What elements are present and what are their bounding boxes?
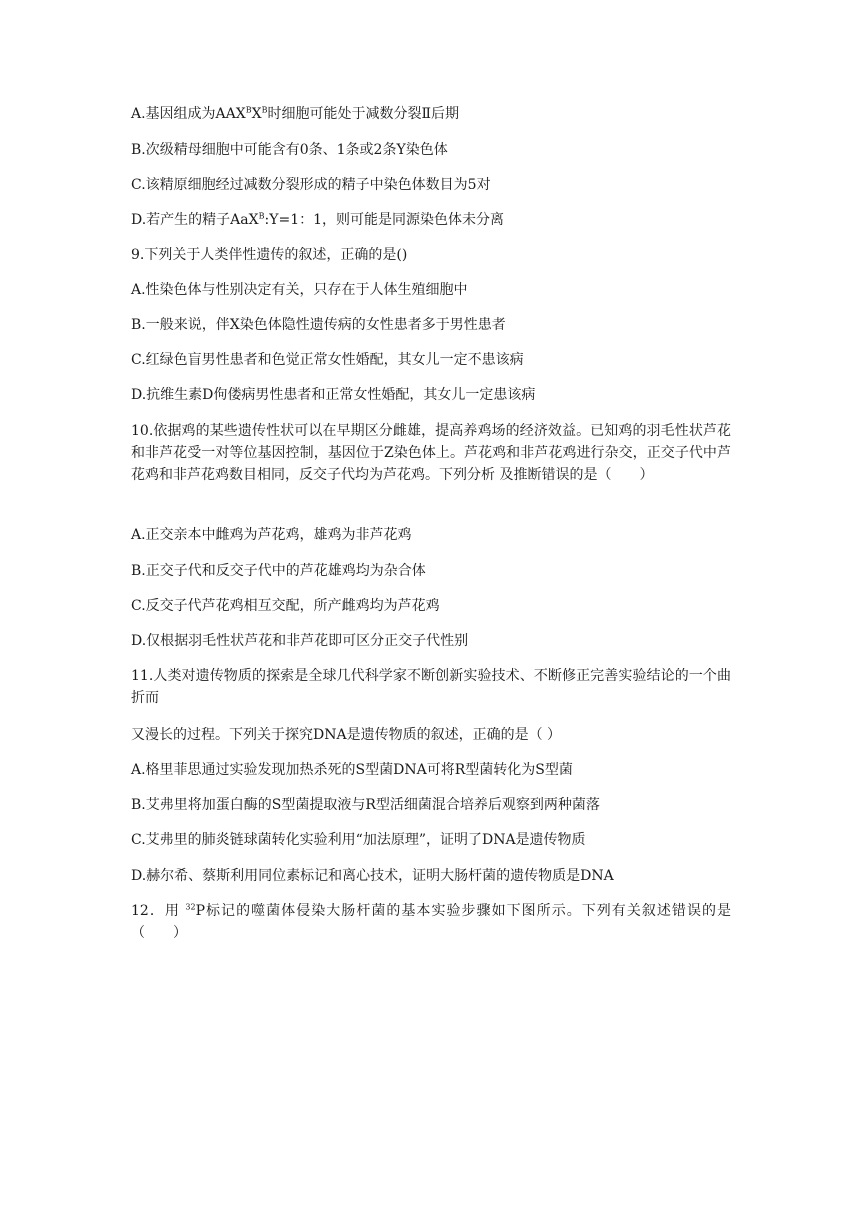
q10-option-d: D.仅根据羽毛性状芦花和非芦花即可区分正交子代性别	[131, 633, 469, 649]
q11-option-a: A.格里菲思通过实验发现加热杀死的S型菌DNA可将R型菌转化为S型菌	[131, 762, 573, 778]
q11-option-c: C.艾弗里的肺炎链球菌转化实验利用“加法原理”，证明了DNA是遗传物质	[131, 832, 586, 848]
q8-option-c: C.该精原细胞经过减数分裂形成的精子中染色体数目为5对	[131, 177, 491, 193]
q9-option-d: D.抗维生素D佝偻病男性患者和正常女性婚配，其女儿一定患该病	[131, 387, 536, 403]
q9-stem: 9.下列关于人类伴性遗传的叙述，正确的是()	[131, 247, 408, 263]
q10-stem: 10.依据鸡的某些遗传性状可以在早期区分雌雄，提高养鸡场的经济效益。已知鸡的羽毛性状芦花和非芦花受一对等位基因控制，基因位于Z染色体上。芦花鸡和非芦花鸡进行杂交，正交子代中芦花鸡和非芦花鸡数目相同，反交子代均为芦花鸡。下列分析 及推断错误的是（ ）	[131, 423, 731, 483]
q9-option-a: A.性染色体与性别决定有关，只存在于人体生殖细胞中	[131, 282, 468, 298]
q9-option-c: C.红绿色盲男性患者和色觉正常女性婚配，其女儿一定不患该病	[131, 352, 524, 368]
q11-option-d: D.赫尔希、蔡斯利用同位素标记和离心技术，证明大肠杆菌的遗传物质是DNA	[131, 868, 614, 884]
q8-option-b: B.次级精母细胞中可能含有0条、1条或2条Y染色体	[131, 142, 448, 158]
q8-option-a: A.基因组成为$AAX^BX^B$时细胞可能处于减数分裂Ⅱ后期	[131, 105, 460, 122]
q9-option-b: B.一般来说，伴X染色体隐性遗传病的女性患者多于男性患者	[131, 317, 506, 333]
q10-option-c: C.反交子代芦花鸡相互交配，所产雌鸡均为芦花鸡	[131, 598, 440, 614]
q10-option-b: B.正交子代和反交子代中的芦花雄鸡均为杂合体	[131, 563, 426, 579]
q8-option-d: D.若产生的精子AaX$^B$:Y=1：1，则可能是同源染色体未分离	[131, 211, 505, 228]
q11-option-b: B.艾弗里将加蛋白酶的S型菌提取液与R型活细菌混合培养后观察到两种菌落	[131, 797, 600, 813]
q11-stem-part2: 又漫长的过程。下列关于探究DNA是遗传物质的叙述，正确的是（ ）	[131, 727, 562, 743]
q10-option-a: A.正交亲本中雌鸡为芦花鸡，雄鸡为非芦花鸡	[131, 527, 412, 543]
q12-stem: 12．用 $^{32}$P标记的噬菌体侵染大肠杆菌的基本实验步骤如下图所示。下列有关叙述错误的是（ ）	[131, 902, 732, 941]
q11-stem-part1: 11.人类对遗传物质的探索是全球几代科学家不断创新实验技术、不断修正完善实验结论的一个曲折而	[131, 668, 731, 706]
